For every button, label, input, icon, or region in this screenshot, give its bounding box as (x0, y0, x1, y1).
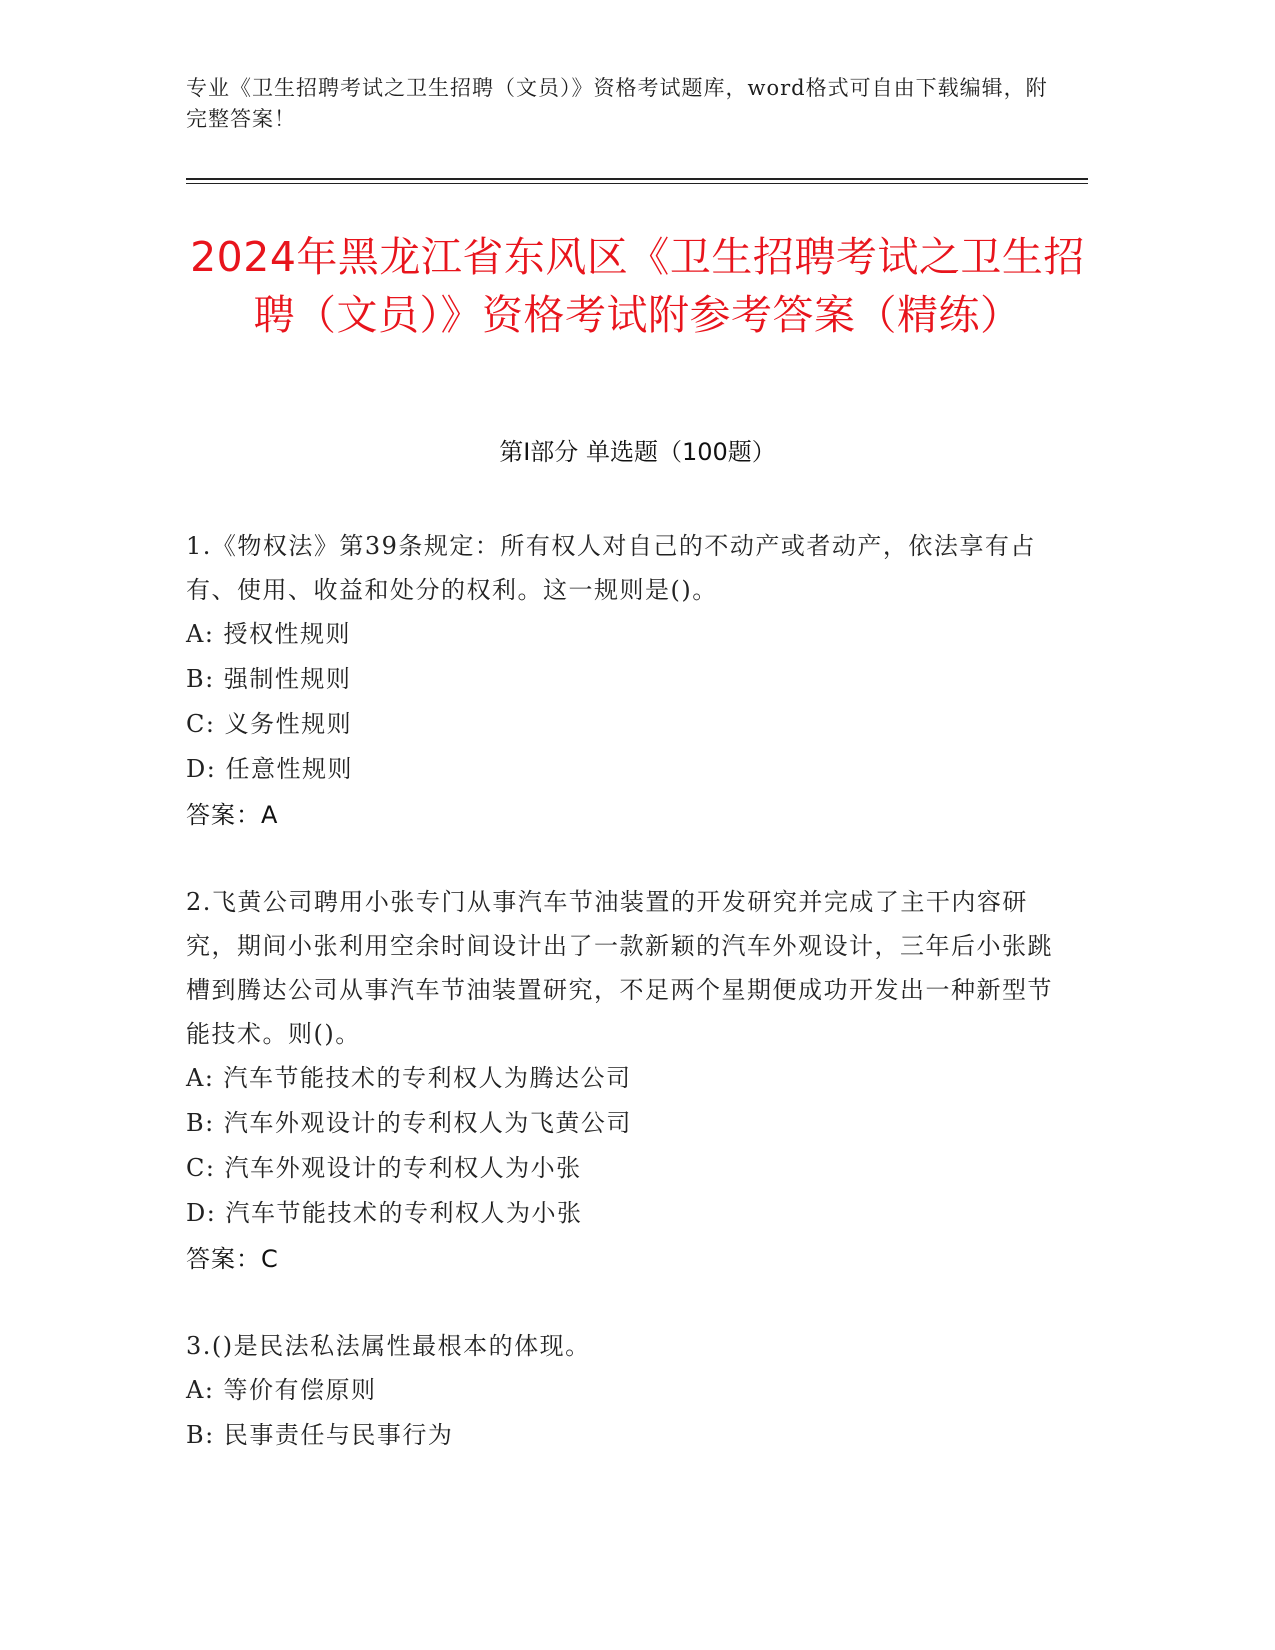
option-b: B: 民事责任与民事行为 (186, 1421, 454, 1449)
option-a: A: 汽车节能技术的专利权人为腾达公司 (186, 1064, 632, 1092)
question-spacer (186, 838, 1066, 880)
question-stem: 3.()是民法私法属性最根本的体现。 (186, 1332, 591, 1360)
document-title: 2024年黑龙江省东风区《卫生招聘考试之卫生招聘（文员）》资格考试附参考答案（精练） (190, 233, 1085, 339)
section-heading: 第Ⅰ部分 单选题（100题） (499, 438, 776, 466)
answer-line: 答案：C (186, 1245, 279, 1273)
question-3 (186, 1324, 1066, 1458)
question-stem: 2.飞黄公司聘用小张专门从事汽车节油装置的开发研究并完成了主干内容研究，期间小张利用空余时间设计出了一款新颖的汽车外观设计，三年后小张跳槽到腾达公司从事汽车节油装置研究，不足两个星期便成功开发出一种新型节能技术。则()。 (186, 888, 1053, 1048)
question-stem: 1.《物权法》第39条规定：所有权人对自己的不动产或者动产，依法享有占有、使用、收益和处分的权利。这一规则是()。 (186, 532, 1036, 604)
header-divider-thin (186, 183, 1088, 184)
option-d: D: 任意性规则 (186, 755, 353, 783)
question-spacer (186, 1282, 1066, 1324)
option-d: D: 汽车节能技术的专利权人为小张 (186, 1199, 583, 1227)
answer-line: 答案：A (186, 801, 279, 829)
question-list (186, 524, 1066, 1458)
option-c: C: 义务性规则 (186, 710, 353, 738)
option-a: A: 等价有偿原则 (186, 1376, 377, 1404)
option-a: A: 授权性规则 (186, 620, 352, 648)
header-divider-thick (186, 178, 1088, 180)
question-2 (186, 880, 1066, 1282)
option-b: B: 汽车外观设计的专利权人为飞黄公司 (186, 1109, 632, 1137)
header-note: 专业《卫生招聘考试之卫生招聘（文员）》资格考试题库，word格式可自由下载编辑，附完整答案！ (186, 76, 1048, 131)
option-b: B: 强制性规则 (186, 665, 352, 693)
question-1 (186, 524, 1066, 838)
option-c: C: 汽车外观设计的专利权人为小张 (186, 1154, 582, 1182)
